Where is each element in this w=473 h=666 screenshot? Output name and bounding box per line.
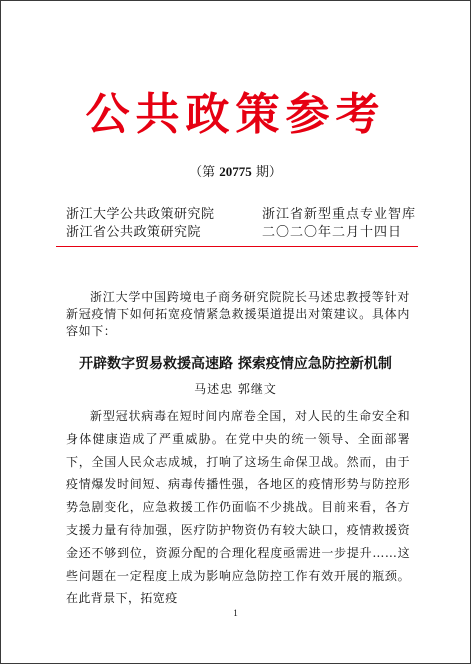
issue-num: 20775 [219,164,252,179]
article-authors: 马述忠 郭继文 [194,382,277,396]
publication-date: 二〇二〇年二月十四日 [262,225,403,240]
publisher-left [66,206,215,242]
masthead-title: 公共政策参考 [85,89,386,140]
publisher-left-line-2: 浙江省公共政策研究院 [66,225,202,240]
issue-suffix: 期） [251,165,282,180]
publisher-right-line-1: 浙江省新型重点专业智库 [262,207,417,222]
intro-paragraph: 浙江大学中国跨境电子商务研究院院长马述忠教授等针对新冠疫情下如何拓宽疫情紧急救援渠道提出对策建议。具体内容如下： [66,290,410,338]
header-divider [56,246,418,247]
article-body: 新型冠状病毒在短时间内席卷全国，对人民的生命安全和身体健康造成了严重威胁。在党中央的统一领导、全面部署下，全国人民众志成城，打响了这场生命保卫战。然而，由于疫情爆发时间短、病毒传播性强，各地区的疫情形势与防控形势急剧变化，应急救援工作仍面临不少挑战。目前来看，各方支援力量有待加强，医疗防护物资仍有较大缺口，疫情救援资金还不够到位，资源分配的合理化程度亟需进一步提升……这些问题在一定程度上成为影响应急防控工作有效开展的瓶颈。在此背景下，拓宽疫 [66,409,410,606]
page-number: 1 [233,608,238,618]
article-title: 开辟数字贸易救援高速路 探索疫情应急防控新机制 [79,356,392,372]
publisher-right [262,206,416,242]
issue-prefix: （第 [189,165,220,180]
issue-number [1,165,470,179]
publisher-left-line-1: 浙江大学公共政策研究院 [66,207,215,222]
